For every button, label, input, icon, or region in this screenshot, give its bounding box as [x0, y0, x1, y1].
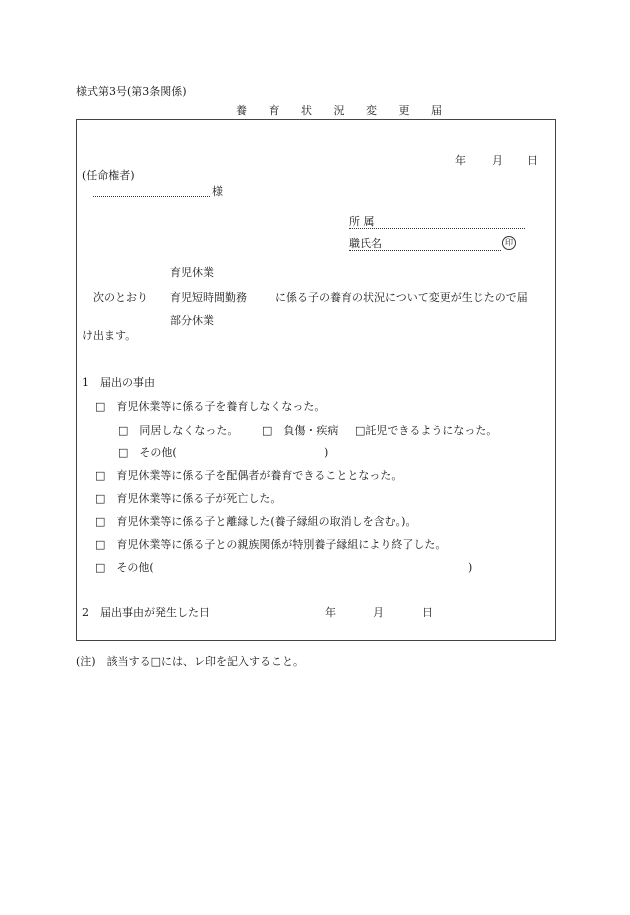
appointer-label: (任命権者): [82, 169, 135, 182]
sub-item-other-close: ): [324, 446, 329, 459]
reason-item[interactable]: □ 育児休業等に係る子と離縁した(養子縁組の取消しを含む。)。: [95, 515, 417, 528]
occurrence-day: 日: [422, 606, 433, 619]
date-month: 月: [492, 154, 503, 167]
note-text: (注) 該当する□には、レ印を記入すること。: [76, 655, 304, 668]
reason-item-other-close: ): [468, 561, 473, 574]
reason-item[interactable]: □ 育児休業等に係る子が死亡した。: [95, 492, 282, 505]
occurrence-year: 年: [325, 606, 336, 619]
seal-icon: 印: [502, 236, 516, 250]
affiliation-label: 所 属: [349, 215, 375, 228]
section1-heading: 1 届出の事由: [82, 376, 155, 389]
sub-item-daycare[interactable]: □託児できるようになった。: [355, 424, 498, 437]
reason-item[interactable]: □ 育児休業等に係る子との親族関係が特別養子縁組により終了した。: [95, 538, 447, 551]
intro-option-childcare-leave: 育児休業: [170, 266, 214, 279]
reason-item-other[interactable]: □ その他(: [95, 561, 154, 574]
intro-lead: 次のとおり: [93, 291, 148, 304]
honorific-label: 様: [212, 185, 223, 198]
sub-item-not-cohabiting[interactable]: □ 同居しなくなった。: [118, 424, 239, 437]
reason-item[interactable]: □ 育児休業等に係る子を養育しなくなった。: [95, 400, 326, 413]
intro-option-short-hours: 育児短時間勤務: [170, 291, 247, 304]
name-field[interactable]: [349, 250, 501, 251]
intro-option-partial-leave: 部分休業: [170, 314, 214, 327]
appointer-field[interactable]: [93, 196, 210, 197]
affiliation-field[interactable]: [349, 228, 525, 229]
sub-item-injury-illness[interactable]: □ 負傷・疾病: [262, 424, 339, 437]
section2-heading: 2 届出事由が発生した日: [82, 606, 210, 619]
intro-continuation: け出ます。: [82, 329, 137, 342]
intro-main-text: に係る子の養育の状況について変更が生じたので届: [275, 291, 528, 304]
form-title: 養 育 状 況 変 更 届: [236, 104, 451, 117]
reason-item[interactable]: □ 育児休業等に係る子を配偶者が養育できることとなった。: [95, 469, 403, 482]
form-number-label: 様式第3号(第3条関係): [76, 85, 187, 98]
name-label: 職氏名: [349, 237, 382, 250]
date-year: 年: [455, 154, 466, 167]
occurrence-month: 月: [373, 606, 384, 619]
date-day: 日: [527, 154, 538, 167]
sub-item-other[interactable]: □ その他(: [118, 446, 177, 459]
